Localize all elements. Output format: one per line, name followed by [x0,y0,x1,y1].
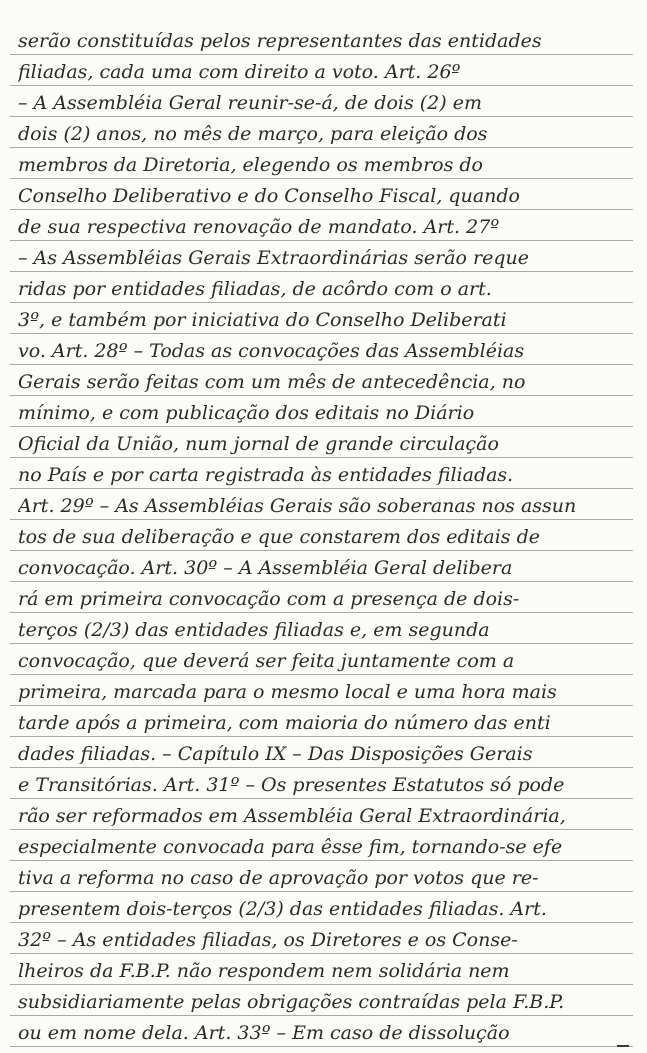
text-line: no País e por carta registrada às entidades filiadas. [18,464,514,486]
ruled-line [10,767,633,768]
text-line: especialmente convocada para êsse fim, tornando-se efe [18,836,563,858]
text-line: lheiros da F.B.P. não respondem nem solidária nem [18,960,510,982]
text-line: 32º – As entidades filiadas, os Diretores e os Conse- [18,929,518,951]
text-line: tiva a reforma no caso de aprovação por votos que re- [18,867,539,889]
text-line: dades filiadas. – Capítulo IX – Das Disposições Gerais [18,743,533,765]
text-line: terços (2/3) das entidades filiadas e, em segunda [18,619,490,641]
ruled-line [10,984,633,985]
text-line: rão ser reformados em Assembléia Geral Extraordinária, [18,805,566,827]
text-line: mínimo, e com publicação dos editais no Diário [18,402,475,424]
ruled-line [10,674,633,675]
text-line: convocação. Art. 30º – A Assembléia Geral delibera [18,557,513,579]
ruled-line [10,1046,633,1047]
ruled-line [10,85,633,86]
text-line: filiadas, cada uma com direito a voto. Art. 26º [18,61,461,83]
ruled-line [10,116,633,117]
text-line: tarde após a primeira, com maioria do número das enti [18,712,551,734]
ruled-line [10,178,633,179]
ruled-line [10,519,633,520]
ruled-line [10,860,633,861]
text-line: vo. Art. 28º – Todas as convocações das Assembléias [18,340,525,362]
ruled-line [10,54,633,55]
ruled-line [10,209,633,210]
ruled-line [10,1015,633,1016]
text-line: tos de sua deliberação e que constarem dos editais de [18,526,540,548]
text-line: ridas por entidades filiadas, de acôrdo com o art. [18,278,492,300]
text-line: e Transitórias. Art. 31º – Os presentes Estatutos só pode [18,774,565,796]
ruled-line [10,581,633,582]
ruled-line [10,550,633,551]
text-line: Conselho Deliberativo e do Conselho Fiscal, quando [18,185,520,207]
text-line: subsidiariamente pelas obrigações contraídas pela F.B.P. [18,991,565,1013]
text-line: de sua respectiva renovação de mandato. Art. 27º [18,216,500,238]
ruled-line [10,798,633,799]
text-line: rá em primeira convocação com a presença de dois- [18,588,520,610]
ruled-line [10,953,633,954]
ruled-line [10,457,633,458]
text-line: 3º, e também por iniciativa do Conselho Deliberati [18,309,507,331]
ruled-line [10,302,633,303]
ruled-line [10,922,633,923]
text-line: Art. 29º – As Assembléias Gerais são soberanas nos assun [18,495,577,517]
text-line: – A Assembléia Geral reunir-se-á, de dois (2) em [18,92,482,114]
ruled-line [10,271,633,272]
ruled-line [10,488,633,489]
ruled-line [10,736,633,737]
ruled-line [10,705,633,706]
text-line: convocação, que deverá ser feita juntamente com a [18,650,515,672]
ruled-line [10,364,633,365]
ruled-line [10,426,633,427]
text-line: presentem dois-terços (2/3) das entidades filiadas. Art. [18,898,547,920]
ruled-line [10,333,633,334]
page-corner-mark [617,1045,629,1047]
text-line: primeira, marcada para o mesmo local e uma hora mais [18,681,557,703]
text-line: – As Assembléias Gerais Extraordinárias serão reque [18,247,529,269]
text-line: membros da Diretoria, elegendo os membros do [18,154,483,176]
text-line: serão constituídas pelos representantes das entidades [18,30,542,52]
ruled-line [10,147,633,148]
ruled-line [10,240,633,241]
text-line: dois (2) anos, no mês de março, para eleição dos [18,123,488,145]
ruled-line [10,612,633,613]
text-line: Gerais serão feitas com um mês de antecedência, no [18,371,526,393]
ruled-line [10,643,633,644]
ruled-line [10,829,633,830]
text-line: Oficial da União, num jornal de grande circulação [18,433,499,455]
text-line: ou em nome dela. Art. 33º – Em caso de dissolução [18,1022,510,1044]
ruled-line [10,395,633,396]
ruled-line [10,891,633,892]
